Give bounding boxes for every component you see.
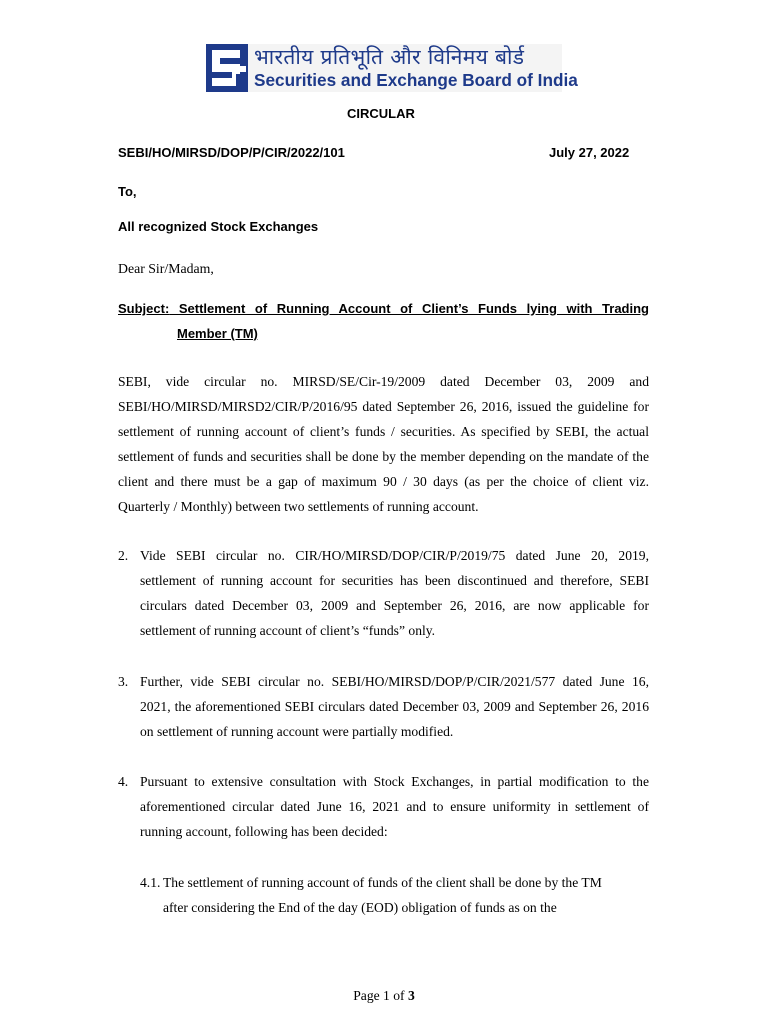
reference-number: SEBI/HO/MIRSD/DOP/P/CIR/2022/101 (118, 145, 345, 160)
item-number: 4. (118, 774, 129, 789)
page-footer (0, 988, 768, 1004)
subject-label: Subject: (118, 301, 170, 316)
letterhead (206, 44, 578, 92)
subitem-number: 4.1. (140, 875, 161, 890)
circular-date: July 27, 2022 (549, 145, 630, 160)
subject-line (118, 296, 649, 321)
item-number: 2. (118, 548, 129, 563)
subitem-line-1: The settlement of running account of funds of the client shall be done by the TM (163, 875, 602, 890)
subject-text: Settlement of Running Account of Client’s Funds lying with Trading (169, 301, 649, 316)
paragraph-2: Vide SEBI circular no. CIR/HO/MIRSD/DOP/CIR/P/2019/75 dated June 20, 2019, settlement of running account for securities has been discontinued and therefore, SEBI circulars dated December 03, 2009 and September 26, 2016, are now applicable for settlement of running account of client’s “funds” only. (140, 548, 649, 638)
subitem-4-1 (163, 870, 633, 920)
paragraph-3: Further, vide SEBI circular no. SEBI/HO/MIRSD/DOP/P/CIR/2021/577 dated June 16, 2021, the aforementioned SEBI circulars dated December 03, 2009 and September 26, 2016 on settlement of running account were partially modified. (140, 674, 649, 739)
addressee: All recognized Stock Exchanges (118, 219, 319, 234)
paragraph-4: Pursuant to extensive consultation with Stock Exchanges, in partial modification to the aforementioned circular dated June 16, 2021 and to ensure uniformity in settlement of running account, following has been decided: (140, 774, 649, 839)
subject-continuation: Member (TM) (177, 326, 258, 341)
item-number: 3. (118, 674, 129, 689)
english-title: Securities and Exchange Board of India (254, 70, 578, 90)
document-heading: CIRCULAR (347, 106, 415, 121)
hindi-title: भारतीय प्रतिभूति और विनिमय बोर्ड (254, 45, 525, 69)
total-pages: 3 (407, 988, 415, 1003)
paragraph-1: SEBI, vide circular no. MIRSD/SE/Cir-19/2009 dated December 03, 2009 and SEBI/HO/MIRSD/MIRSD2/CIR/P/2016/95 dated September 26, 2016, issued the guideline for settlement of running account of client’s funds / securities. As specified by SEBI, the actual settlement of funds and securities shall be done by the member depending on the mandate of the client and there must be a gap of maximum 90 / 30 days (as per the choice of client viz. Quarterly / Monthly) between two settlements of running account. (118, 374, 649, 514)
to-line: To, (118, 184, 137, 199)
salutation: Dear Sir/Madam, (118, 261, 214, 276)
page-label: Page 1 of (353, 988, 408, 1003)
subitem-line-2: after considering the End of the day (EOD) obligation of funds as on the (163, 900, 557, 915)
sebi-logo (206, 44, 248, 92)
